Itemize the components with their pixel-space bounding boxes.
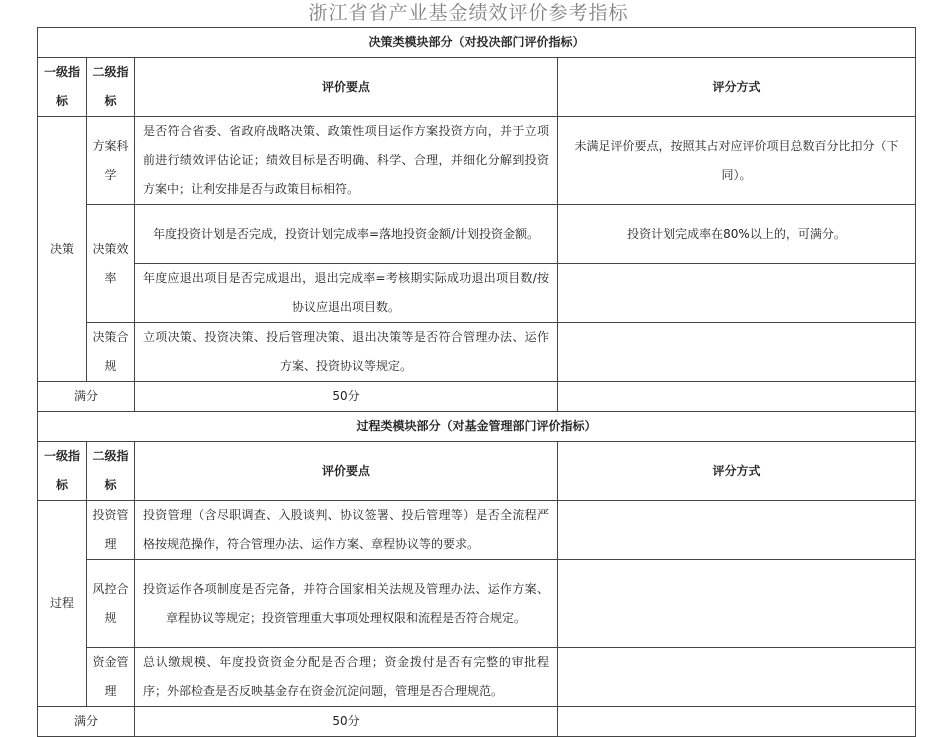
level2-cell: 投资管理: [87, 501, 135, 560]
level2-cell: 资金管理: [87, 648, 135, 707]
table-row: [38, 648, 916, 707]
header-level2: 二级指标: [87, 442, 135, 501]
point-cell: 立项决策、投资决策、投后管理决策、退出决策等是否符合管理办法、运作方案、投资协议等规定。: [135, 323, 558, 382]
table-row: [38, 264, 916, 323]
point-cell: 投资运作各项制度是否完备，并符合国家相关法规及管理办法、运作方案、章程协议等规定；投资管理重大事项处理权限和流程是否符合规定。: [135, 560, 558, 648]
method-cell: [558, 323, 916, 382]
point-cell: 年度投资计划是否完成，投资计划完成率=落地投资金额/计划投资金额。: [135, 205, 558, 264]
point-cell: 总认缴规模、年度投资资金分配是否合理；资金拨付是否有完整的审批程序；外部检查是否反映基金存在资金沉淀问题，管理是否合理规范。: [135, 648, 558, 707]
level1-cell: 决策: [38, 117, 87, 382]
header-points: 评价要点: [135, 442, 558, 501]
level1-cell: 过程: [38, 501, 87, 707]
header-level1: 一级指标: [38, 58, 87, 117]
header-row: [38, 58, 916, 117]
score-row: [38, 707, 916, 737]
table-row: [38, 323, 916, 382]
table-row: [38, 501, 916, 560]
full-score-label: 满分: [38, 382, 135, 412]
full-score-method: [558, 707, 916, 737]
full-score-method: [558, 382, 916, 412]
method-cell: 投资计划完成率在80%以上的，可满分。: [558, 205, 916, 264]
section1-heading: 决策类模块部分（对投决部门评价指标）: [38, 28, 916, 58]
method-cell: [558, 648, 916, 707]
method-cell: [558, 501, 916, 560]
method-cell: 未满足评价要点，按照其占对应评价项目总数百分比扣分（下同）。: [558, 117, 916, 205]
header-points: 评价要点: [135, 58, 558, 117]
level2-cell: 决策效率: [87, 205, 135, 323]
document-title: 浙江省省产业基金绩效评价参考指标: [308, 2, 629, 24]
full-score-value: 50分: [135, 707, 558, 737]
level2-cell: 方案科学: [87, 117, 135, 205]
header-method: 评分方式: [558, 58, 916, 117]
header-level2: 二级指标: [87, 58, 135, 117]
table-row: [38, 117, 916, 205]
header-method: 评分方式: [558, 442, 916, 501]
level2-cell: 风控合规: [87, 560, 135, 648]
full-score-value: 50分: [135, 382, 558, 412]
point-cell: 投资管理（含尽职调查、入股谈判、协议签署、投后管理等）是否全流程严格按规范操作，符合管理办法、运作方案、章程协议等的要求。: [135, 501, 558, 560]
point-cell: 年度应退出项目是否完成退出，退出完成率=考核期实际成功退出项目数/按协议应退出项目数。: [135, 264, 558, 323]
method-cell: [558, 560, 916, 648]
section2-heading: 过程类模块部分（对基金管理部门评价指标）: [38, 412, 916, 442]
point-cell: 是否符合省委、省政府战略决策、政策性项目运作方案投资方向，并于立项前进行绩效评估论证；绩效目标是否明确、科学、合理，并细化分解到投资方案中；让利安排是否与政策目标相符。: [135, 117, 558, 205]
full-score-label: 满分: [38, 707, 135, 737]
method-cell: [558, 264, 916, 323]
level2-cell: 决策合规: [87, 323, 135, 382]
section-heading-row: [38, 412, 916, 442]
indicator-table: [37, 27, 916, 737]
section-heading-row: [38, 28, 916, 58]
table-row: [38, 560, 916, 648]
table-row: [38, 205, 916, 264]
header-row: [38, 442, 916, 501]
score-row: [38, 382, 916, 412]
header-level1: 一级指标: [38, 442, 87, 501]
